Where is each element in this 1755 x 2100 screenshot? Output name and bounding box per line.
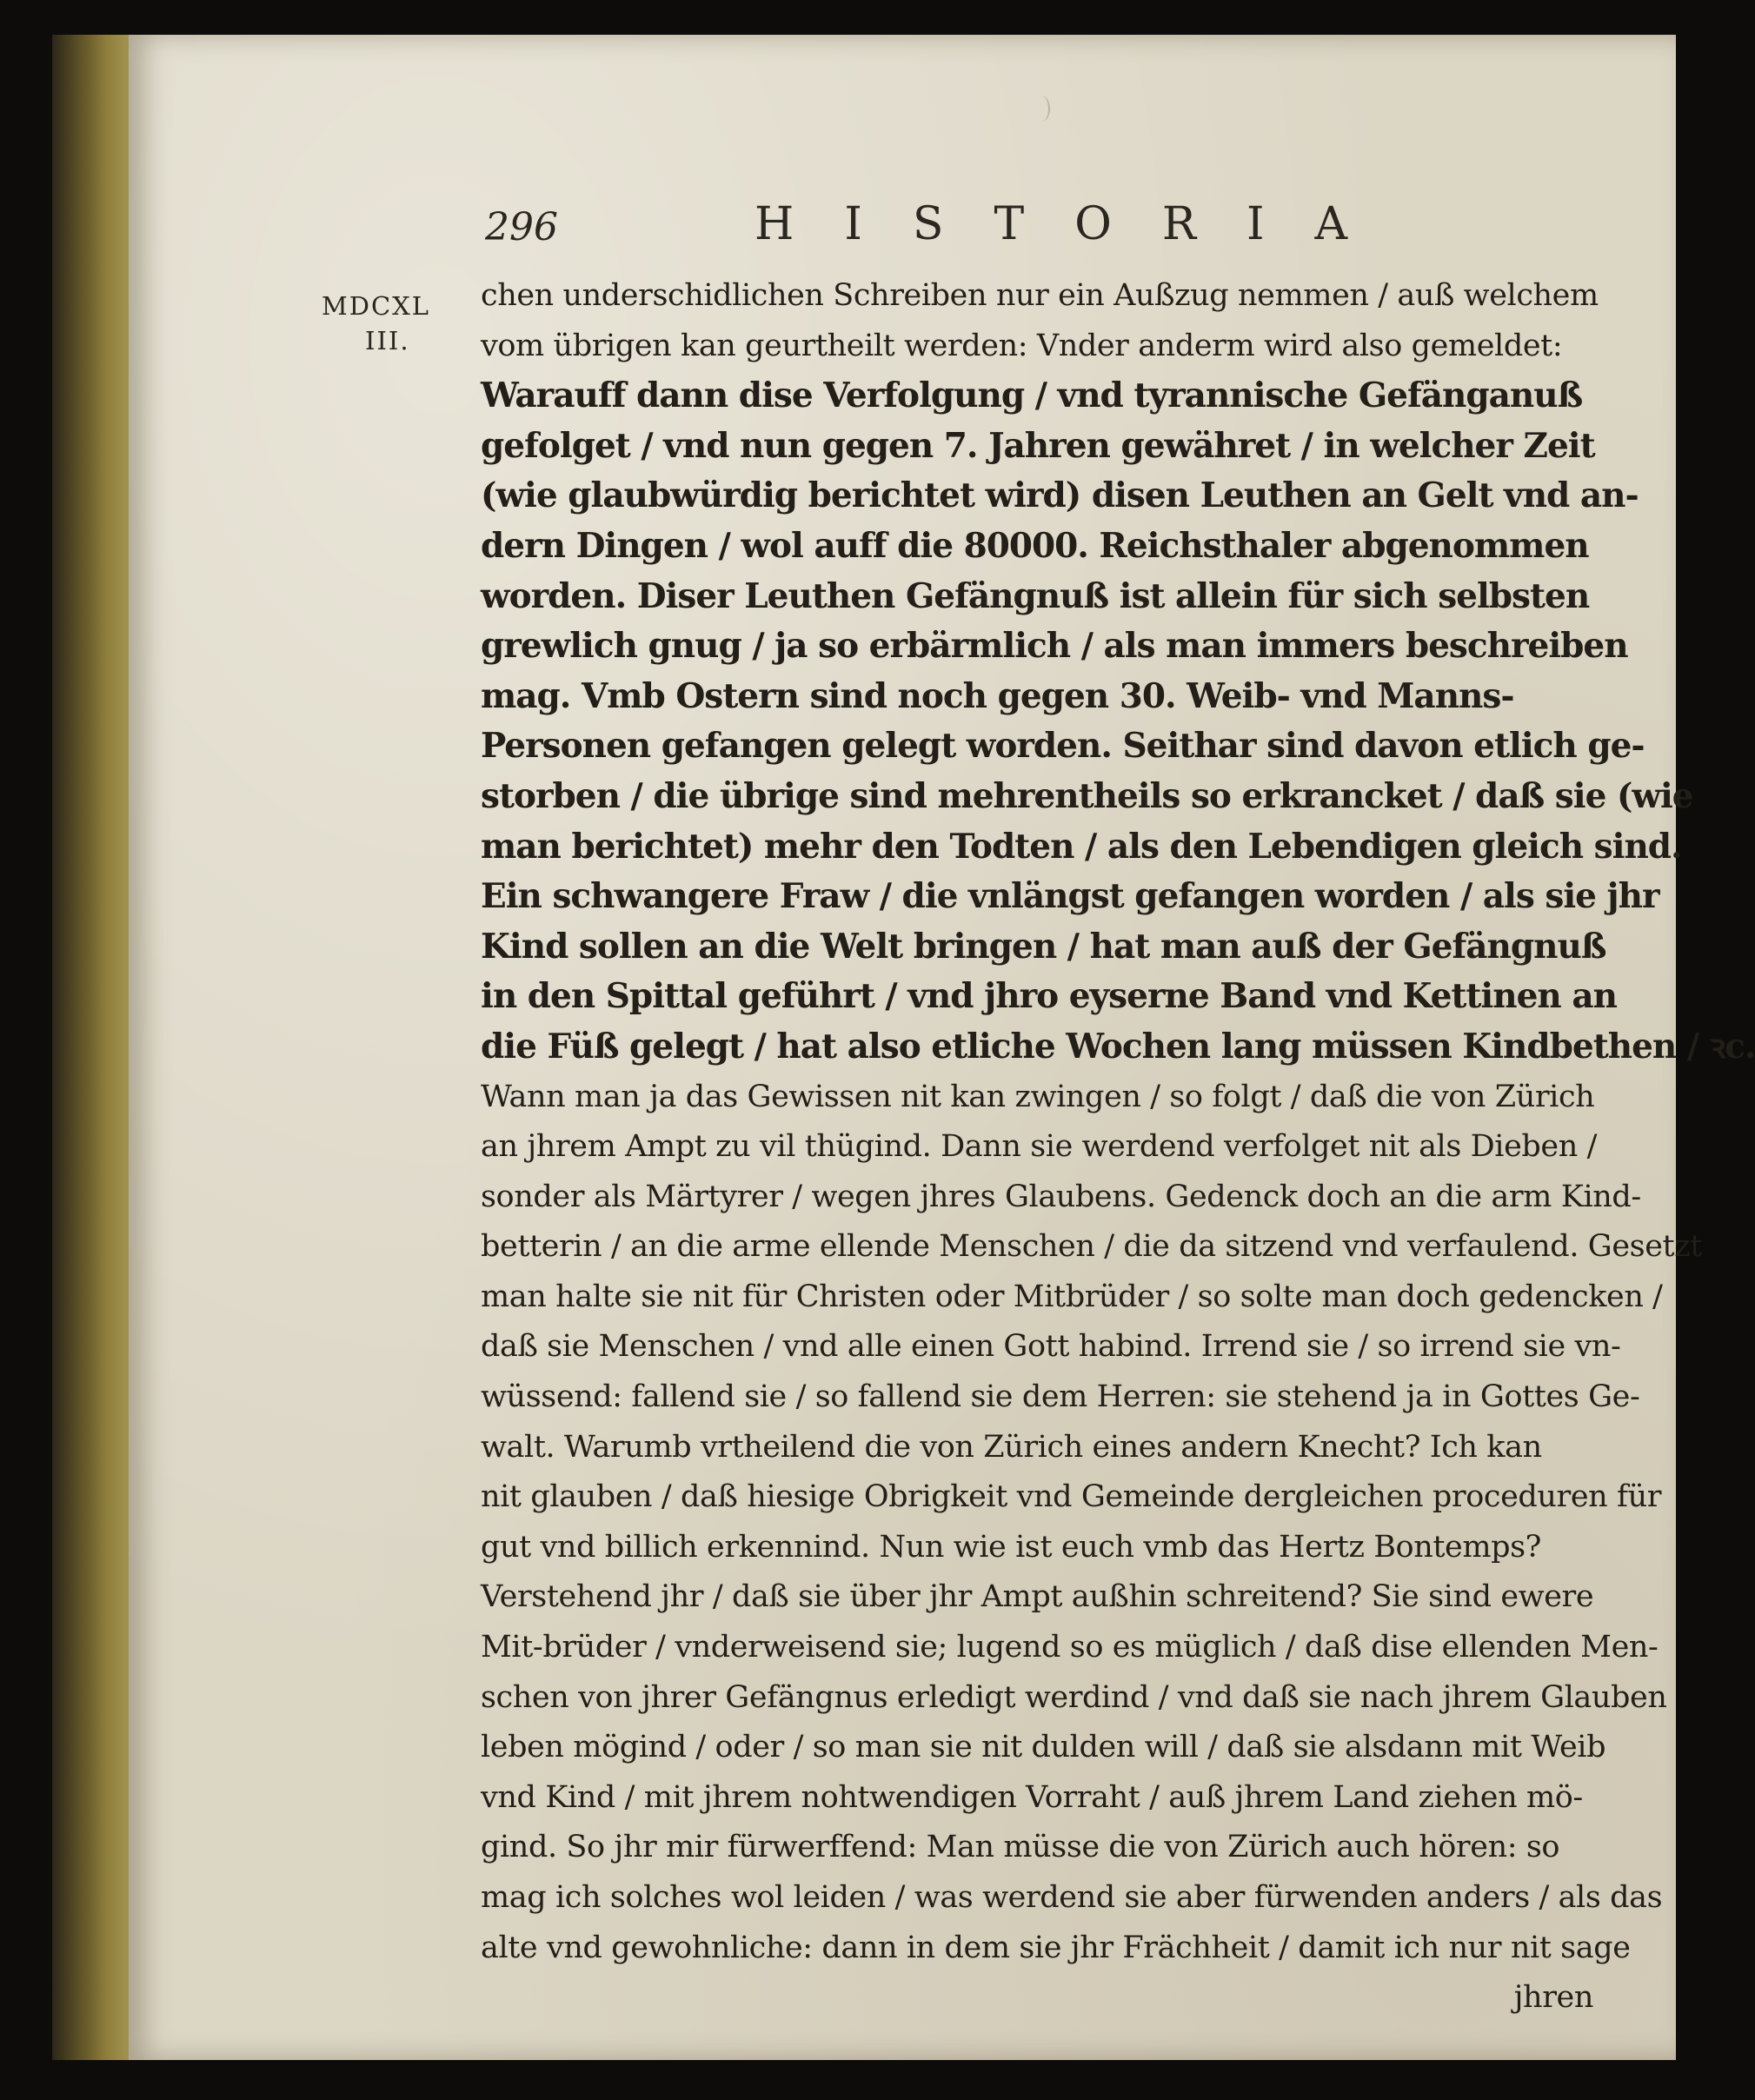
text-line: Ein schwangere Fraw / die vnlängst gefangen worden / als sie jhr bbox=[481, 876, 1659, 917]
book-spine-edge bbox=[52, 35, 130, 2060]
text-line: Personen gefangen gelegt worden. Seithar sind davon etlich ge- bbox=[481, 726, 1645, 767]
text-line: storben / die übrige sind mehrentheils so erkrancket / daß sie (wie bbox=[481, 775, 1693, 816]
text-line: die Füß gelegt / hat also etliche Wochen lang müssen Kindbethen / ꝛc. bbox=[481, 1026, 1755, 1067]
text-line: Warauff dann dise Verfolgung / vnd tyrannische Gefänganuß bbox=[481, 375, 1583, 416]
book-page bbox=[129, 35, 1755, 2060]
text-line: Mit-brüder / vnderweisend sie; lugend so es müglich / daß dise ellenden Men- bbox=[481, 1630, 1659, 1665]
text-line: Verstehend jhr / daß sie über jhr Ampt außhin schreitend? Sie sind ewere bbox=[481, 1579, 1594, 1615]
text-line: man halte sie nit für Christen oder Mitbrüder / so solte man doch gedencken / bbox=[481, 1279, 1663, 1314]
text-line: walt. Warumb vrtheilend die von Zürich eines andern Knecht? Ich kan bbox=[481, 1429, 1542, 1465]
text-line: chen underschidlichen Schreiben nur ein Außzug nemmen / auß welchem bbox=[481, 278, 1599, 313]
text-line: Wann man ja das Gewissen nit kan zwingen / so folgt / daß die von Zürich bbox=[481, 1079, 1595, 1114]
text-line: sonder als Märtyrer / wegen jhres Glaubens. Gedenck doch an die arm Kind- bbox=[481, 1179, 1641, 1214]
text-line: mag ich solches wol leiden / was werdend sie aber fürwenden anders / als das bbox=[481, 1880, 1663, 1915]
text-line: nit glauben / daß hiesige Obrigkeit vnd Gemeinde dergleichen proceduren für bbox=[481, 1479, 1662, 1515]
page-header bbox=[129, 198, 1676, 259]
text-line: daß sie Menschen / vnd alle einen Gott habind. Irrend sie / so irrend sie vn- bbox=[481, 1329, 1621, 1365]
text-line: an jhrem Ampt zu vil thügind. Dann sie werdend verfolget nit als Dieben / bbox=[481, 1129, 1597, 1165]
text-line: worden. Diser Leuthen Gefängnuß ist allein für sich selbsten bbox=[481, 575, 1590, 616]
text-line: wüssend: fallend sie / so fallend sie dem Herren: sie stehend ja in Gottes Ge- bbox=[481, 1379, 1640, 1415]
text-line: schen von jhrer Gefängnus erledigt werdind / vnd daß sie nach jhrem Glauben bbox=[481, 1679, 1667, 1715]
text-line: grewlich gnug / ja so erbärmlich / als man immers beschreiben bbox=[481, 626, 1628, 667]
text-line: vom übrigen kan geurtheilt werden: Vnder anderm wird also gemeldet: bbox=[481, 328, 1563, 363]
ink-bleed-mark bbox=[1033, 96, 1050, 122]
running-title: HISTORIA bbox=[755, 198, 1399, 250]
text-line: gefolget / vnd nun gegen 7. Jahren gewähret / in welcher Zeit bbox=[481, 425, 1595, 466]
text-line: gind. So jhr mir fürwerffend: Man müsse die von Zürich auch hören: so bbox=[481, 1830, 1560, 1865]
text-line: alte vnd gewohnliche: dann in dem sie jhr Frächheit / damit ich nur nit sage bbox=[481, 1930, 1631, 1965]
page-number: 296 bbox=[485, 205, 558, 249]
text-line: Kind sollen an die Welt bringen / hat man auß der Gefängnuß bbox=[481, 926, 1606, 967]
text-line: man berichtet) mehr den Todten / als den Lebendigen gleich sind. bbox=[481, 826, 1682, 867]
margin-note-year bbox=[322, 289, 469, 358]
text-line: vnd Kind / mit jhrem nohtwendigen Vorraht / auß jhrem Land ziehen mö- bbox=[481, 1779, 1583, 1815]
text-line: leben mögind / oder / so man sie nit dulden will / daß sie alsdann mit Weib bbox=[481, 1730, 1606, 1765]
body-text bbox=[481, 271, 1755, 2024]
text-line: gut vnd billich erkennind. Nun wie ist euch vmb das Hertz Bontemps? bbox=[481, 1529, 1542, 1565]
text-line: in den Spittal geführt / vnd jhro eyserne Band vnd Kettinen an bbox=[481, 976, 1617, 1017]
text-line: dern Dingen / wol auff die 80000. Reichsthaler abgenommen bbox=[481, 525, 1589, 566]
margin-note-line: MDCXL bbox=[322, 291, 431, 321]
catchword: jhren bbox=[1513, 1980, 1593, 2016]
text-line: mag. Vmb Ostern sind noch gegen 30. Weib- vnd Manns- bbox=[481, 675, 1514, 716]
text-line: betterin / an die arme ellende Menschen / die da sitzend vnd verfaulend. Gesetzt bbox=[481, 1229, 1702, 1265]
margin-note-line: III. bbox=[365, 326, 410, 356]
text-line: (wie glaubwürdig berichtet wird) disen Leuthen an Gelt vnd an- bbox=[481, 475, 1639, 516]
